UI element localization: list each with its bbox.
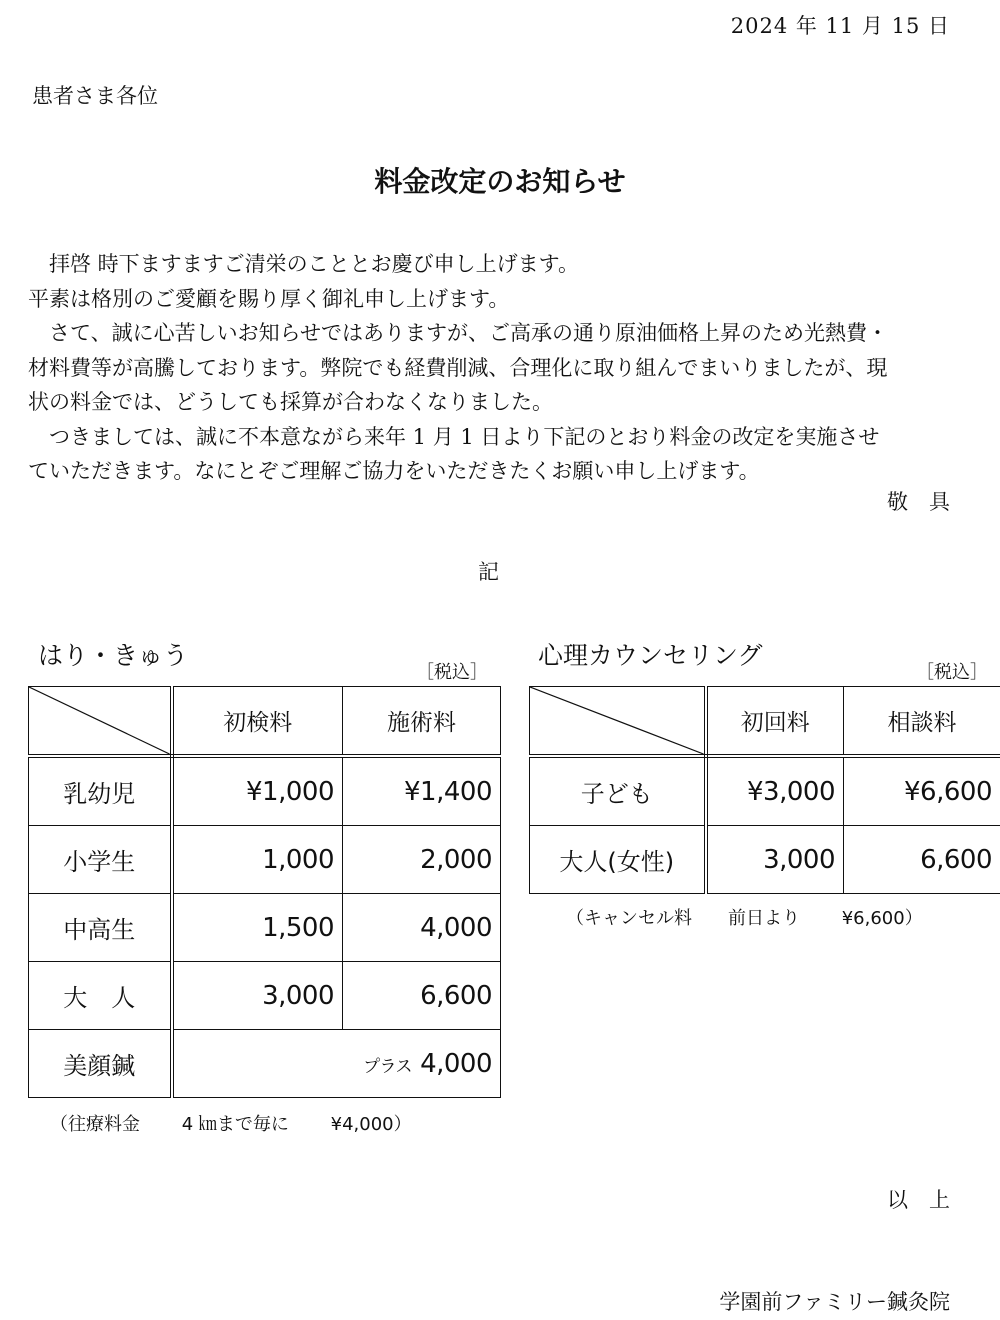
body-line: つきましては、誠に不本意ながら来年 1 月 1 日より下記のとおり料金の改定を実施させ [28,424,880,449]
acupuncture-tax-note: ［税込］ [416,662,488,683]
price-cell: 4,000 [343,894,501,962]
price-cell: 6,600 [844,826,1000,894]
table-row [530,756,1000,826]
cancellation-note: （キャンセル料 前日より ¥6,600） [566,908,923,929]
row-label: 大 人 [29,962,172,1030]
table-row [29,962,501,1030]
price-cell: ¥1,400 [343,756,501,826]
diagonal-corner-cell [29,687,172,757]
diagonal-corner-cell [530,687,706,757]
table-header-row [29,687,501,757]
column-header: 初検料 [172,687,343,757]
table-row [29,826,501,894]
price-cell: 2,000 [343,826,501,894]
beauty-price: 4,000 [420,1048,492,1079]
price-cell: ¥3,000 [706,756,844,826]
body-line: さて、誠に心苦しいお知らせではありますが、ご高承の通り原油価格上昇のため光熱費・ [28,321,888,345]
column-header: 施術料 [343,687,501,757]
price-cell: ¥6,600 [844,756,1000,826]
table-header-row [530,687,1000,757]
table-row [29,756,501,826]
plus-prefix: プラス [363,1056,413,1077]
row-label: 小学生 [29,826,172,894]
row-label: 子ども [530,756,706,826]
price-cell: 1,500 [172,894,343,962]
price-cell: 3,000 [706,826,844,894]
table-row-beauty [29,1030,501,1098]
clinic-name: 学園前ファミリー鍼灸院 [719,1290,950,1314]
body-line: 材料費等が高騰しております。弊院でも経費削減、合理化に取り組んでまいりましたが、現 [28,355,888,380]
closing: 敬 具 [887,490,950,514]
row-label: 大人(女性) [530,826,706,894]
price-cell: ¥1,000 [172,756,343,826]
row-label: 中高生 [29,894,172,962]
document-title: 料金改定のお知らせ [374,165,626,198]
row-label: 乳幼児 [29,756,172,826]
price-cell: 3,000 [172,962,343,1030]
row-label: 美顔鍼 [29,1030,172,1098]
counseling-title: 心理カウンセリング [538,641,763,670]
acupuncture-title: はり・きゅう [38,641,189,670]
counseling-tax-note: ［税込］ [916,662,988,683]
price-cell: 6,600 [343,962,501,1030]
table-row [530,826,1000,894]
recipient: 患者さま各位 [32,84,158,108]
acupuncture-fee-table [28,686,501,1098]
column-header: 相談料 [844,687,1000,757]
document-date: 2024 年 11 月 15 日 [730,14,950,38]
body-line: 平素は格別のご愛顧を賜り厚く御礼申し上げます。 [28,286,510,311]
ki-marker: 記 [478,560,499,584]
letter-body [28,247,958,489]
body-line: 状の料金では、どうしても採算が合わなくなりました。 [28,390,553,414]
table-row [29,894,501,962]
column-header: 初回料 [706,687,844,757]
ijo-marker: 以 上 [887,1188,950,1212]
beauty-price-cell [172,1030,501,1098]
counseling-fee-table [529,686,1000,894]
price-cell: 1,000 [172,826,343,894]
body-line: ていただきます。なにとぞご理解ご協力をいただきたくお願い申し上げます。 [28,459,760,483]
house-call-note: （往療料金 4 ㎞まで毎に ¥4,000） [50,1114,412,1135]
body-line: 拝啓 時下ますますご清栄のこととお慶び申し上げます。 [28,252,579,276]
